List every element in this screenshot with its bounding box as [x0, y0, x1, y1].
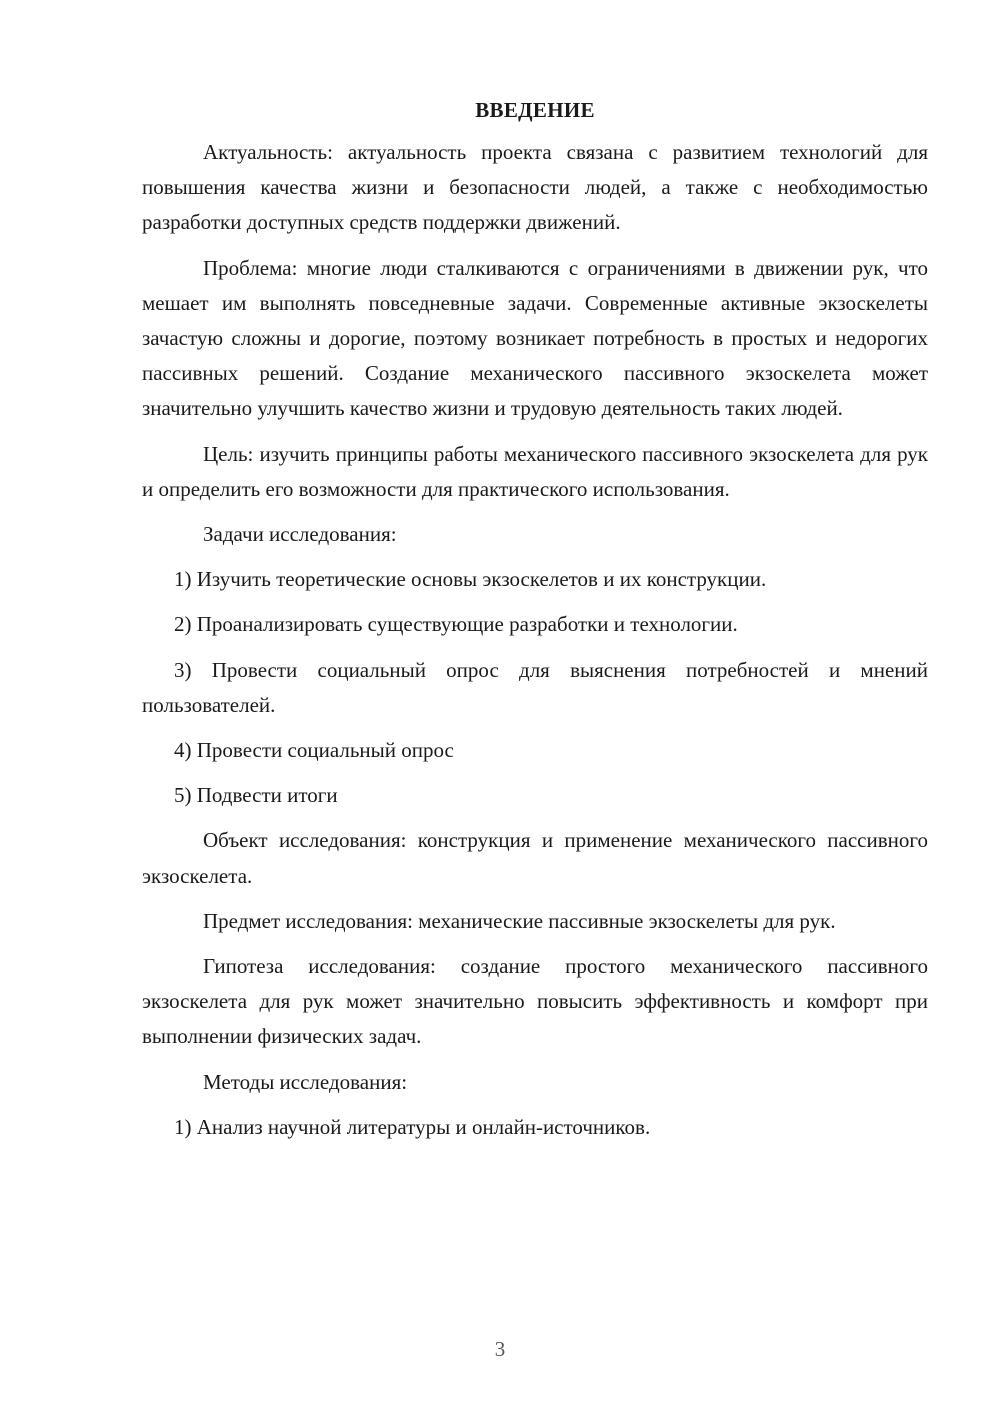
task-item: 1) Изучить теоретические основы экзоскелетов и их конструкции.	[174, 567, 767, 592]
paragraph-problem: Проблема: многие люди сталкиваются с ограничениями в движении рук, что мешает им выполнять повседневные задачи. Современные активные экзоскелеты зачастую сложны и дорогие, поэтому возникает потребность в простых и недорогих пассивных решений. Создание механического пассивного экзоскелета может значительно улучшить качество жизни и трудовую деятельность таких людей.	[142, 255, 928, 421]
document-page	[142, 96, 928, 1155]
paragraph-object: Объект исследования: конструкция и применение механического пассивного экзоскелета.	[142, 828, 928, 888]
page-number: 3	[494, 1337, 506, 1361]
tasks-heading: Задачи исследования:	[203, 522, 397, 547]
task-item: 4) Провести социальный опрос	[174, 738, 454, 763]
paragraph-goal: Цель: изучить принципы работы механического пассивного экзоскелета для рук и определить его возможности для практического использования.	[142, 441, 928, 501]
methods-heading: Методы исследования:	[203, 1069, 408, 1094]
method-item: 1) Анализ научной литературы и онлайн-источников.	[174, 1114, 651, 1139]
paragraph-relevance: Актуальность: актуальность проекта связана с развитием технологий для повышения качества жизни и безопасности людей, а также с необходимостью разработки доступных средств поддержки движений.	[142, 140, 928, 235]
paragraph-hypothesis: Гипотеза исследования: создание простого механического пассивного экзоскелета для рук может значительно повысить эффективность и комфорт при выполнении физических задач.	[142, 954, 928, 1049]
task-item: 3) Провести социальный опрос для выяснения потребностей и мнений пользователей.	[142, 657, 928, 717]
section-title: ВВЕДЕНИЕ	[475, 98, 595, 122]
task-item: 2) Проанализировать существующие разработки и технологии.	[174, 612, 738, 637]
paragraph-subject: Предмет исследования: механические пассивные экзоскелеты для рук.	[203, 908, 836, 933]
task-item: 5) Подвести итоги	[174, 783, 338, 808]
